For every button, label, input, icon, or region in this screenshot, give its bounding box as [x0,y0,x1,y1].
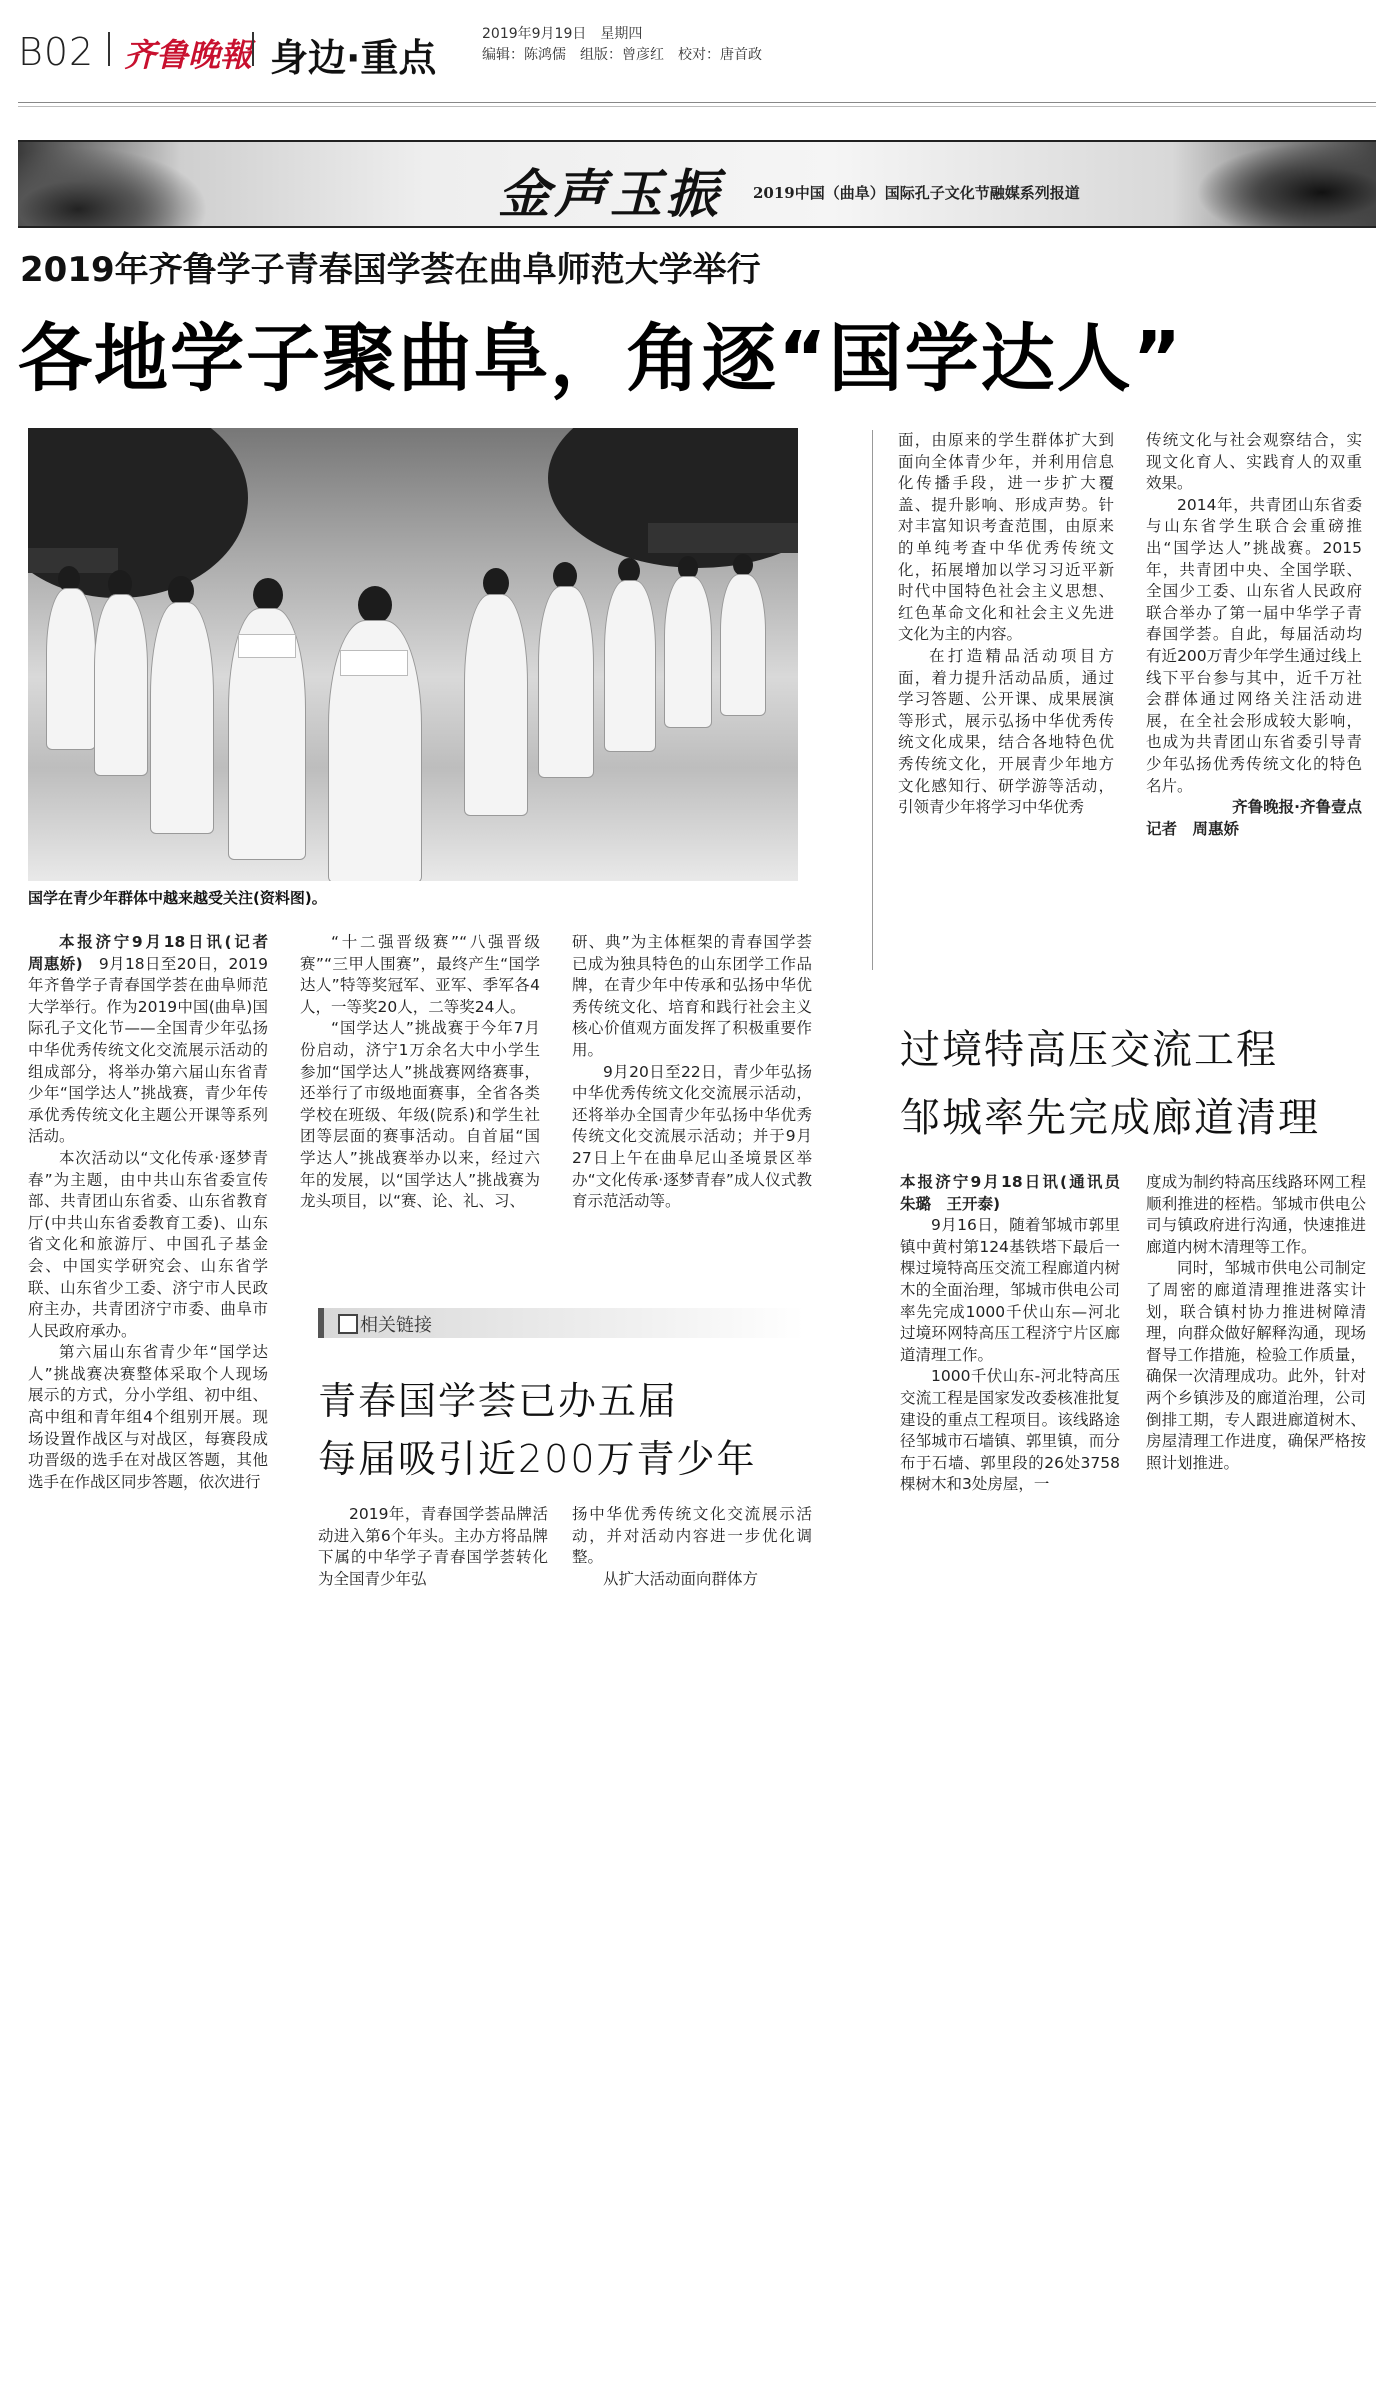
photo-student [604,580,656,752]
article-headline: 各地学子聚曲阜，角逐“国学达人” [18,316,1184,402]
photo-student [720,574,766,716]
article-column-1 [28,932,284,1493]
photo-student [538,586,594,778]
header-divider [252,32,254,66]
photo-student [664,576,712,728]
paragraph: 本次活动以“文化传承·逐梦青春”为主题，由中共山东省委宣传部、共青团山东省委、山东省教育厅(中共山东省委教育工委)、山东省文化和旅游厅、中国孔子基金会、中国实学研究会、山东省学联、山东省少工委、济宁市人民政府主办，共青团济宁市委、曲阜市人民政府承办。 [28,1148,268,1340]
newspaper-logo: 齐鲁晚報 [124,36,253,74]
related-column-2 [572,1504,812,1590]
header-divider [108,32,110,66]
article-dateline: 本报济宁9月18日讯(通讯员 朱璐 王开泰) [900,1173,1136,1213]
photo-book [340,650,408,676]
paragraph: 研、典”为主体框架的青春国学荟已成为独具特色的山东团学工作品牌，在青少年中传承和弘扬中华优秀传统文化、培育和践行社会主义核心价值观方面发挥了积极重要作用。 [572,933,812,1059]
article-dateline: 本报济宁9月18日讯(记者 周惠娇) [28,933,284,973]
article-kicker: 2019年齐鲁学子青春国学荟在曲阜师范大学举行 [20,250,761,290]
issue-date: 2019年9月19日 星期四 [482,26,643,42]
banner-title: 金声玉振 [498,164,723,225]
banner-landscape-decoration [18,142,218,226]
photo-student [733,554,753,576]
related-headline: 青春国学荟已办五届 [318,1379,679,1423]
banner-subtitle: 2019中国（曲阜）国际孔子文化节融媒系列报道 [753,184,1080,202]
paragraph: 9月16日，随着邹城市郭里镇中黄村第124基铁塔下最后一棵过境特高压交流工程廊道内树木的全面治理，邹城市供电公司率先完成1000千伏山东—河北过境环网特高压工程济宁片区廊道清理工作。 [900,1216,1120,1364]
paragraph: “国学达人”挑战赛于今年7月份启动，济宁1万余名大中小学生参加“国学达人”挑战赛网络赛事，还举行了市级地面赛事，全省各类学校在班级、年级(院系)和学生社团等层面的赛事活动。自首届“国学达人”挑战赛举办以来，经过六年的发展，以“国学达人”挑战赛为龙头项目，以“赛、论、礼、习、 [300,1019,540,1211]
paragraph: 度成为制约特高压线路环网工程顺利推进的桎梏。邹城市供电公司与镇政府进行沟通，快速推进廊道内树木清理等工作。 [1146,1173,1366,1256]
article-byline: 记者 周惠娇 [1146,819,1240,838]
header-meta [482,24,762,66]
related-column-1 [318,1504,548,1590]
related-headline: 每届吸引近200万青少年 [318,1437,757,1481]
article-byline: 齐鲁晚报·齐鲁壹点 [1232,798,1362,817]
photo-student [150,602,214,834]
photo-book [238,634,296,658]
paragraph: 2014年，共青团山东省委与山东省学生联合会重磅推出“国学达人”挑战赛。2015年，共青团中央、全国学联、全国少工委、山东省人民政府联合举办了第一届中华学子青春国学荟。自此，每届活动均有近200万青少年学生通过线上线下平台参与其中，近千万社会群体通过网络关注活动进展，在全社会形成较大影响，也成为共青团山东省委引导青少年弘扬优秀传统文化的特色名片。 [1146,495,1362,795]
editor-credits: 编辑：陈鸿儒 组版：曾彦红 校对：唐首政 [482,47,762,63]
article-column-4 [898,430,1114,819]
article-column-5 [1146,430,1362,840]
column-rule [872,430,873,970]
header-rule [18,102,1376,103]
side-article-headline: 邹城率先完成廊道清理 [900,1095,1320,1141]
paragraph: 第六届山东省青少年“国学达人”挑战赛决赛整体采取个人现场展示的方式，分小学组、初中组、高中组和青年组4个组别开展。现场设置作战区与对战区，每赛段成功晋级的选手在对战区答题，其他选手在作战区同步答题，依次进行 [28,1343,268,1491]
photo-student [253,578,283,612]
document-icon [338,1314,358,1334]
photo-student [358,586,392,624]
header-rule [18,106,1376,107]
side-article-headline: 过境特高压交流工程 [900,1027,1278,1073]
paragraph: 在打造精品活动项目方面，着力提升活动品质，通过学习答题、公开课、成果展演等形式，展示弘扬中华优秀传统文化成果，结合各地特色优秀传统文化，开展青少年地方文化感知行、研学游等活动，引领青少年将学习中华优秀 [898,646,1114,817]
paragraph: “十二强晋级赛”“八强晋级赛”“三甲人围赛”，最终产生“国学达人”特等奖冠军、亚军、季军各4人，一等奖20人，二等奖24人。 [300,933,540,1016]
banner-landscape-decoration [1196,142,1376,226]
paragraph: 传统文化与社会观察结合，实现文化育人、实践育人的双重效果。 [1146,431,1362,493]
paragraph: 扬中华优秀传统文化交流展示活动，并对活动内容进一步优化调整。 [572,1505,812,1567]
photo-caption: 国学在青少年群体中越来越受关注(资料图)。 [28,889,327,907]
side-article-column-1 [900,1172,1136,1496]
paragraph: 9月20日至22日，青少年弘扬中华优秀传统文化交流展示活动，还将举办全国青少年弘扬中华优秀传统文化交流展示活动；并于9月27日上午在曲阜尼山圣境景区举办“文化传承·逐梦青春”成人仪式教育示范活动等。 [572,1062,812,1211]
article-photo [28,428,798,881]
side-article-column-2 [1146,1172,1366,1474]
paragraph: 从扩大活动面向群体方 [603,1569,759,1588]
photo-roof [648,523,798,553]
paragraph: 面，由原来的学生群体扩大到面向全体青少年，并利用信息化传播手段，进一步扩大覆盖、提升影响、形成声势。针对丰富知识考査范围，由原来的单纯考査中华优秀传统文化，拓展增加以学习习近平新时代中国特色社会主义思想、红色革命文化和社会主义先进文化为主的内容。 [898,431,1114,644]
page-number: B02 [18,30,95,74]
article-column-2 [300,932,540,1213]
paragraph: 9月18日至20日，2019年齐鲁学子青春国学荟在曲阜师范大学举行。作为2019中国(曲阜)国际孔子文化节——全国青少年弘扬中华优秀传统文化交流展示活动的组成部分，将举办第六届山东省青少年“国学达人”挑战赛，青少年传承优秀传统文化主题公开课等系列活动。 [28,954,268,1146]
paragraph: 2019年，青春国学荟品牌活动进入第6个年头。主办方将品牌下属的中华学子青春国学荟转化为全国青少年弘 [318,1505,548,1588]
series-banner [18,140,1376,228]
photo-student [464,594,528,816]
photo-student [94,594,148,776]
article-column-3 [572,932,812,1213]
section-title: 身边·重点 [270,36,437,80]
related-link-label: 相关链接 [360,1315,432,1336]
paragraph: 1000千伏山东-河北特高压交流工程是国家发改委核准批复建设的重点工程项目。该线路途径邹城市石墙镇、郭里镇，而分布于石墙、郭里段的26处3758棵树木和3处房屋，一 [900,1367,1120,1494]
paragraph: 同时，邹城市供电公司制定了周密的廊道清理推进落实计划，联合镇村协力推进树障清理，向群众做好解释沟通，现场督导工作措施，检验工作质量，确保一次清理成功。此外，针对两个乡镇涉及的廊道治理，公司倒排工期，专人跟进廊道树木、房屋清理工作进度，确保严格按照计划推进。 [1146,1259,1366,1472]
photo-student [46,588,96,750]
